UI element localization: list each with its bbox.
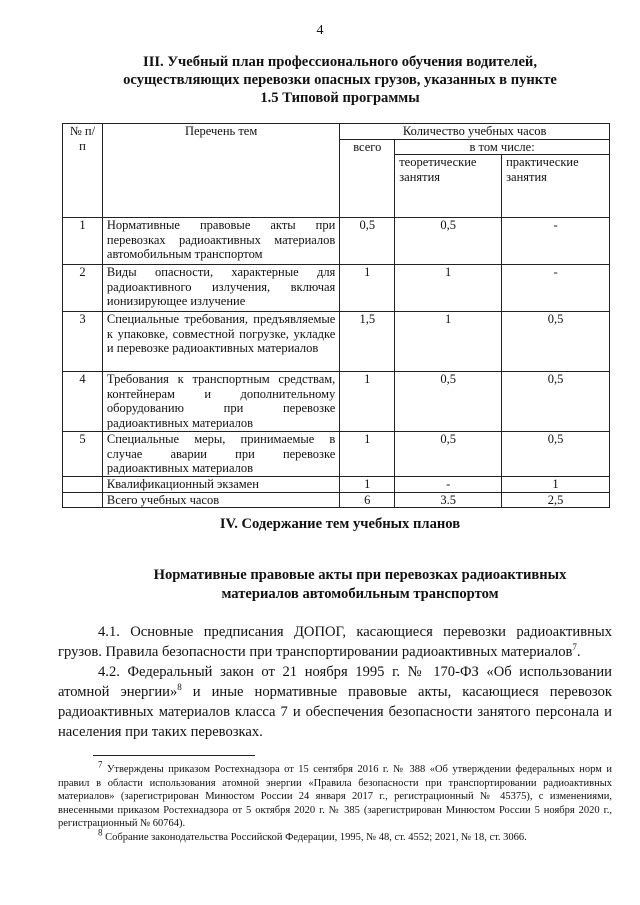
exam-practice: 1 (502, 477, 610, 493)
section-3-title-line-2: осуществляющих перевозки опасных грузов, указанных в пункте (123, 72, 557, 88)
row-theory: 0,5 (395, 372, 502, 432)
row-total: 1 (340, 432, 395, 477)
exam-label: Квалификационный экзамен (102, 477, 339, 493)
footnote-7-mark: 7 (98, 759, 103, 770)
sum-row (63, 492, 610, 508)
table-row (63, 432, 610, 477)
row-total: 1 (340, 265, 395, 312)
curriculum-table (62, 123, 610, 508)
sum-practice: 2,5 (502, 492, 610, 508)
paragraph-4-2-text-b: и иные нормативные правовые акты, касающиеся перевозок радиоактивных материалов класса 7 и обеспечения безопасности занятого персонала и населения при таких перевозках. (58, 684, 612, 740)
header-number: № п/п (63, 124, 103, 218)
exam-row (63, 477, 610, 493)
row-practice: - (502, 265, 610, 312)
sum-total: 6 (340, 492, 395, 508)
table-row (63, 372, 610, 432)
row-practice: 0,5 (502, 312, 610, 372)
exam-theory: - (395, 477, 502, 493)
row-theory: 1 (395, 265, 502, 312)
row-practice: - (502, 218, 610, 265)
section-4-title: IV. Содержание тем учебных планов (219, 516, 461, 532)
row-topic: Нормативные правовые акты при перевозках радиоактивных материалов автомобильным транспортом (102, 218, 339, 265)
header-topics: Перечень тем (102, 124, 339, 218)
footnote-7 (58, 759, 612, 831)
header-theory: теоретические занятия (395, 155, 502, 218)
row-number: 4 (63, 372, 103, 432)
row-number: 3 (63, 312, 103, 372)
row-total: 1 (340, 372, 395, 432)
sum-theory: 3.5 (395, 492, 502, 508)
section-3-title-line-1: III. Учебный план профессионального обучения водителей, (143, 54, 537, 70)
topic-title-line-2: материалов автомобильным транспортом (221, 586, 499, 602)
footnote-7-text: Утверждены приказом Ростехнадзора от 15 сентября 2016 г. № 388 «Об утверждении федеральных норм и правил в области использования атомной энергии «Правила безопасности при транспортировании радиоактивных материалов» (зарегистрирован Минюстом России 24 января 2017 г., регистрационный № 45375), с изменениями, внесенными приказом Ростехнадзора от 5 октября 2020 г. № 385 (зарегистрирован Минюстом России 5 ноября 2020 г., регистрационный № 60764). (58, 764, 612, 830)
paragraph-4-1-end: . (576, 644, 581, 660)
paragraph-4-1 (58, 622, 612, 662)
page-number: 4 (316, 23, 324, 38)
paragraph-4-1-text: 4.1. Основные предписания ДОПОГ, касающиеся перевозки радиоактивных грузов. Правила безопасности при транспортировании радиоактивных материалов (58, 624, 612, 660)
row-topic: Требования к транспортным средствам, контейнерам и дополнительному оборудованию при перевозке радиоактивных материалов (102, 372, 339, 432)
footnote-divider (93, 755, 255, 756)
topic-title (60, 566, 640, 604)
row-practice: 0,5 (502, 372, 610, 432)
footnote-8-mark: 8 (98, 827, 103, 838)
row-total: 0,5 (340, 218, 395, 265)
header-hours: Количество учебных часов (340, 124, 610, 140)
row-number: 5 (63, 432, 103, 477)
paragraph-4-2-text-a: 4.2. Федеральный закон от 21 ноября 1995 г. № 170-ФЗ «Об использовании атомной энергии» (58, 664, 612, 700)
row-topic: Виды опасности, характерные для радиоактивного излучения, включая ионизирующее излучение (102, 265, 339, 312)
footnotes (58, 759, 612, 845)
row-total: 1,5 (340, 312, 395, 372)
header-including: в том числе: (395, 139, 610, 155)
row-number: 2 (63, 265, 103, 312)
footnote-8-text: Собрание законодательства Российской Федерации, 1995, № 48, ст. 4552; 2021, № 18, ст. 3066. (102, 831, 527, 843)
row-topic: Специальные меры, принимаемые в случае аварии при перевозке радиоактивных материалов (102, 432, 339, 477)
row-practice: 0,5 (502, 432, 610, 477)
header-total: всего (340, 139, 395, 218)
table-row (63, 265, 610, 312)
footnote-ref-7[interactable]: 7 (572, 642, 577, 653)
table-row (63, 218, 610, 265)
footnote-8 (58, 827, 612, 845)
row-number: 1 (63, 218, 103, 265)
row-theory: 1 (395, 312, 502, 372)
exam-total: 1 (340, 477, 395, 493)
footnote-ref-8[interactable]: 8 (177, 682, 182, 693)
topic-title-line-1: Нормативные правовые акты при перевозках радиоактивных (153, 567, 567, 583)
section-3-title (60, 53, 620, 107)
row-topic: Специальные требования, предъявляемые к упаковке, совместной погрузке, укладке и перевозке радиоактивных материалов (102, 312, 339, 372)
row-theory: 0,5 (395, 218, 502, 265)
header-practice: практические занятия (502, 155, 610, 218)
row-theory: 0,5 (395, 432, 502, 477)
table-row (63, 312, 610, 372)
sum-label: Всего учебных часов (102, 492, 339, 508)
paragraph-4-2 (58, 662, 612, 742)
section-3-title-line-3: 1.5 Типовой программы (260, 90, 420, 106)
